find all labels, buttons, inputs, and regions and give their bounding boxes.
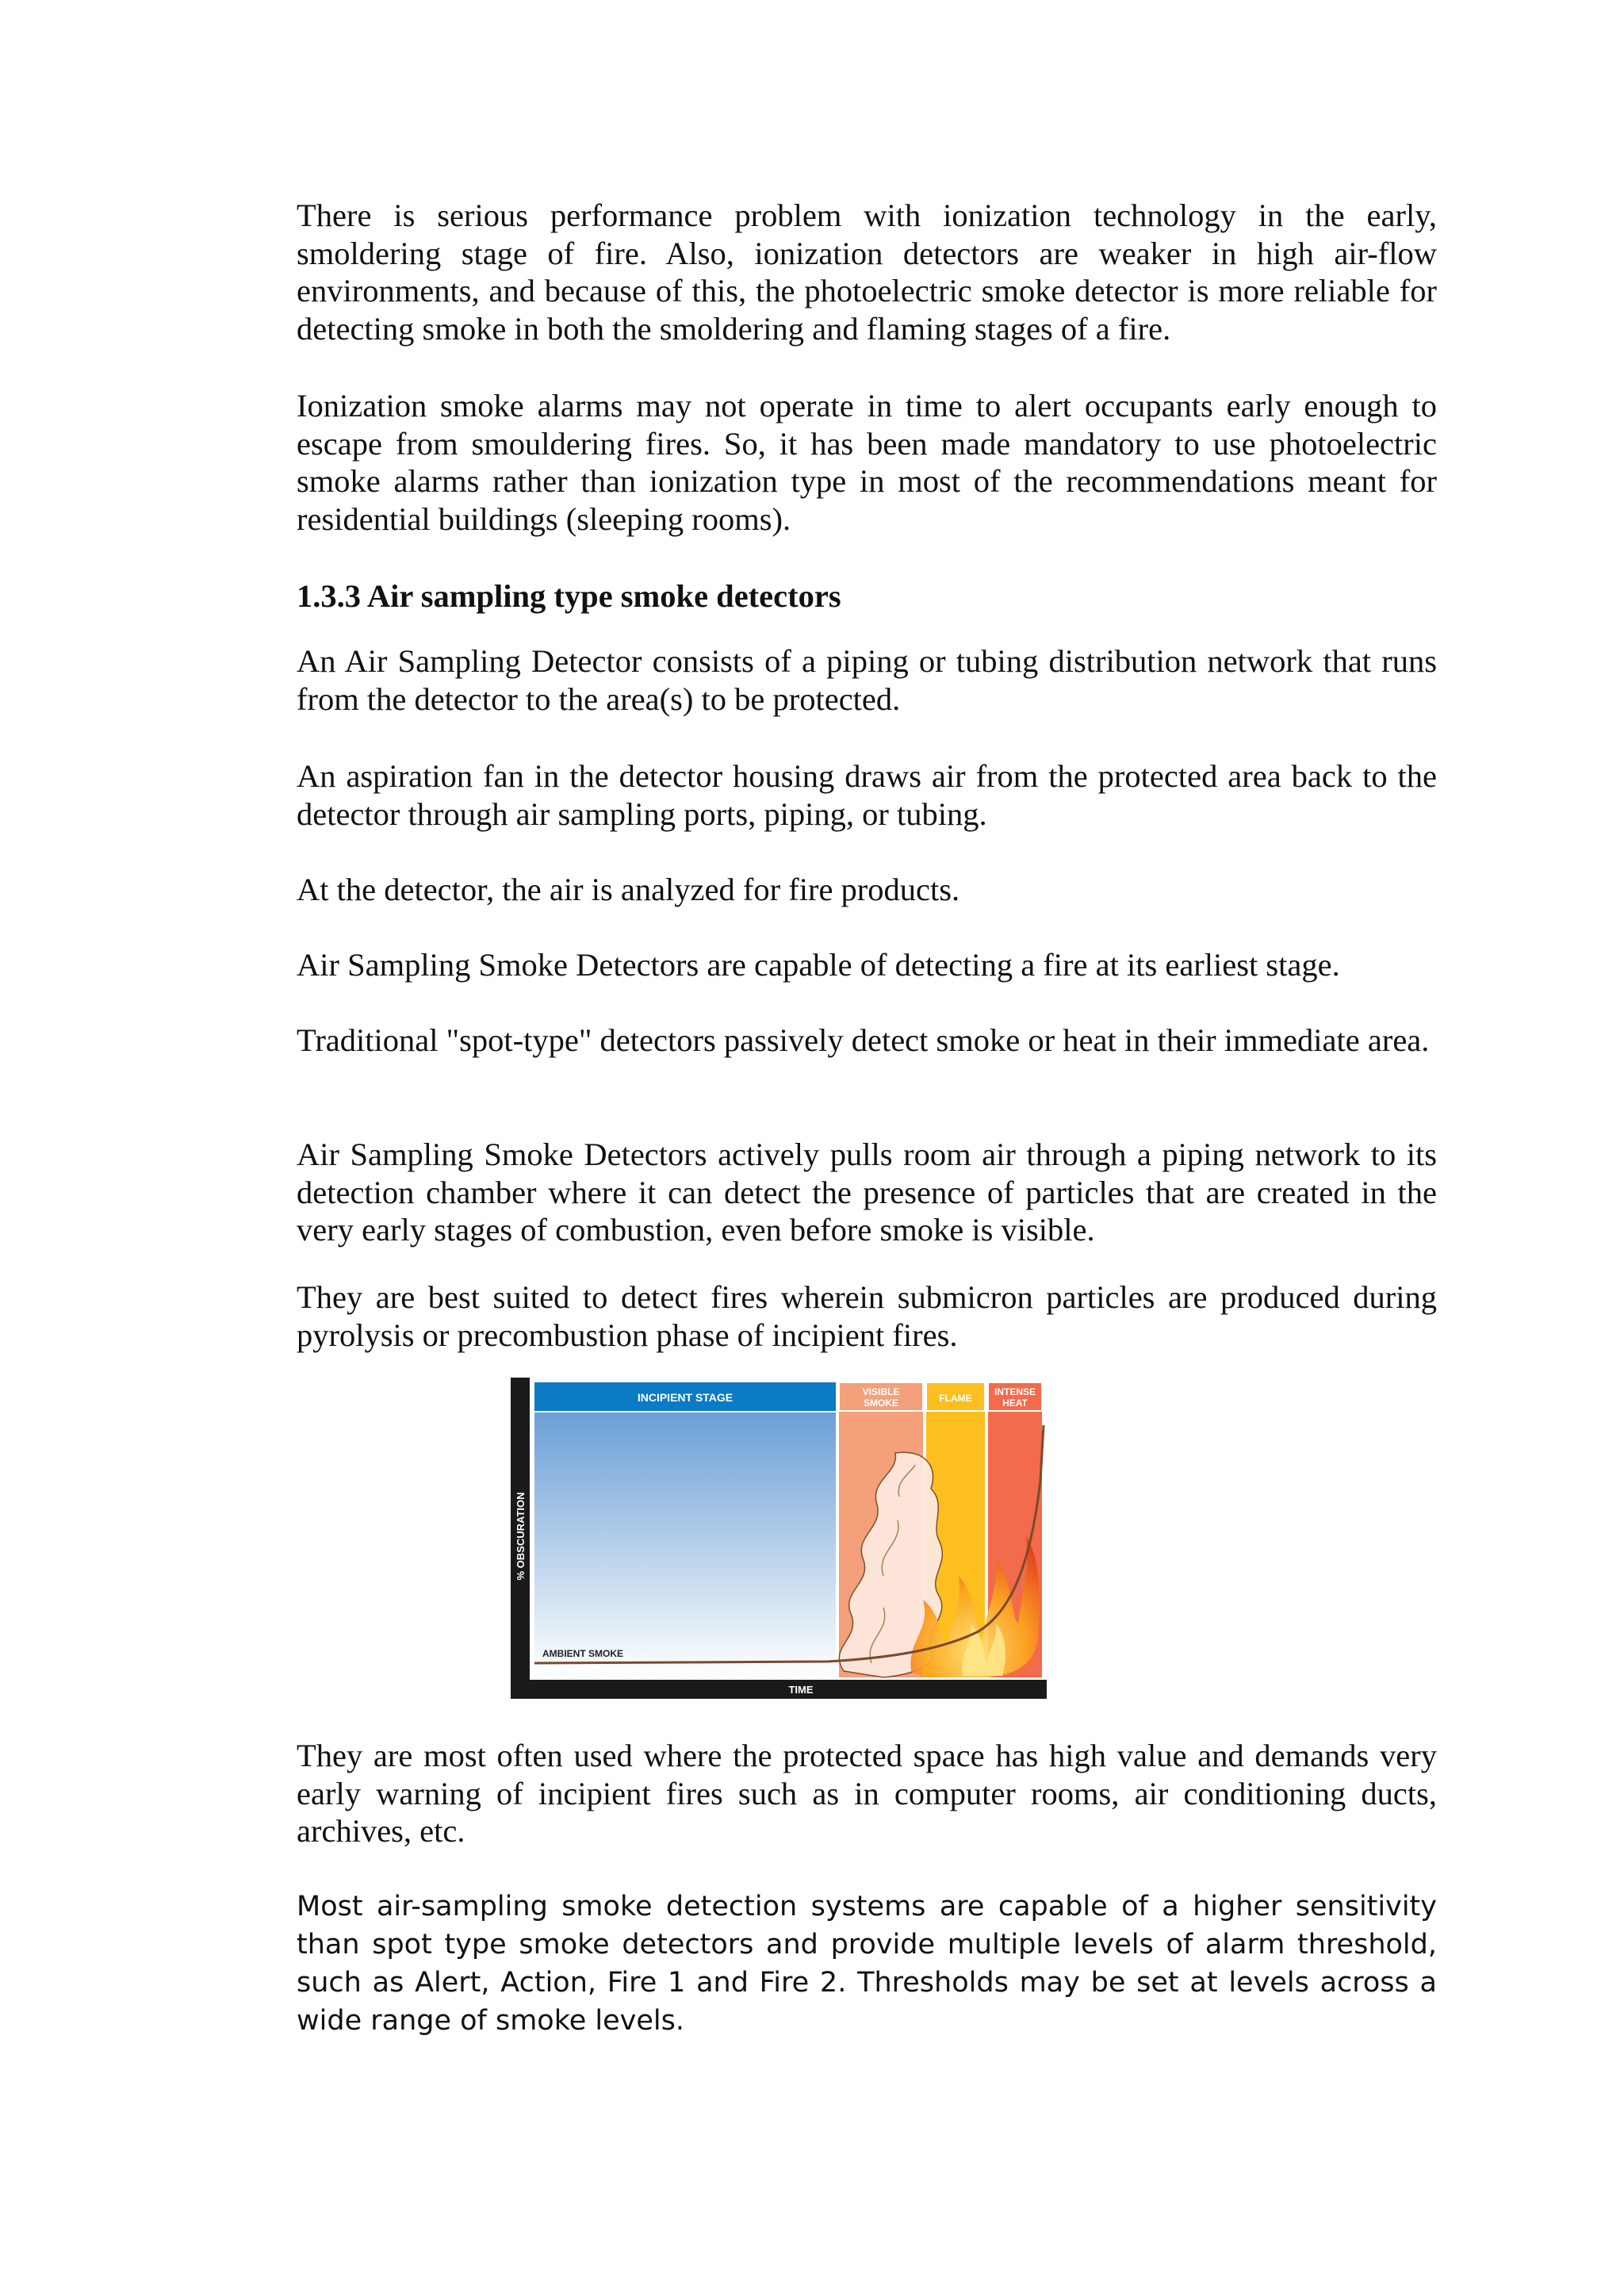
paragraph-actively-pulls: Air Sampling Smoke Detectors actively pulls room air through a piping network to its detection chamber where it can detect the presence of particles that are created in the very early stages of combustion, even before smoke is visible.	[297, 1137, 1437, 1248]
section-heading: 1.3.3 Air sampling type smoke detectors	[297, 578, 841, 614]
visible-smoke-label-line1: VISIBLE	[862, 1386, 900, 1397]
fire-stages-graphic	[511, 1378, 1047, 1699]
paragraph-aspiration-fan: An aspiration fan in the detector housing draws air from the protected area back to the detector through air sampling ports, piping, or tubing.	[297, 758, 1437, 832]
visible-smoke-label-line2: SMOKE	[863, 1397, 899, 1409]
paragraph-spot-type: Traditional "spot-type" detectors passively detect smoke or heat in their immediate area.	[297, 1022, 1430, 1058]
incipient-stage-label: INCIPIENT STAGE	[637, 1391, 733, 1404]
intense-heat-label-line1: INTENSE	[994, 1386, 1036, 1397]
paragraph-earliest-stage: Air Sampling Smoke Detectors are capable of detecting a fire at its earliest stage.	[297, 947, 1340, 983]
x-axis-label: TIME	[788, 1684, 814, 1696]
paragraph-air-analyzed: At the detector, the air is analyzed for fire products.	[297, 872, 960, 907]
paragraph-air-sampling-definition: An Air Sampling Detector consists of a piping or tubing distribution network that runs from the detector to the area(s) to be protected.	[297, 643, 1437, 717]
paragraph-higher-sensitivity: Most air-sampling smoke detection systems are capable of a higher sensitivity than spot type smoke detectors and provide multiple levels of alarm threshold, such as Alert, Action, Fire 1 and Fire 2. Thresholds may be set at levels across a wide range of smoke levels.	[297, 1891, 1437, 2037]
intense-heat-label-line2: HEAT	[1002, 1397, 1028, 1409]
y-axis-label: % OBSCURATION	[515, 1492, 527, 1581]
ambient-smoke-label: AMBIENT SMOKE	[542, 1648, 623, 1659]
paragraph-ionization-mandatory: Ionization smoke alarms may not operate in time to alert occupants early enough to escape from smouldering fires. So, it has been made mandatory to use photoelectric smoke alarms rather than ionization type in most of the recommendations meant for residential buildings (sleeping rooms).	[297, 388, 1437, 537]
x-axis-bar	[511, 1680, 1047, 1699]
paragraph-most-often-used: They are most often used where the protected space has high value and demands very early warning of incipient fires such as in computer rooms, air conditioning ducts, archives, etc.	[297, 1738, 1437, 1849]
incipient-stage-area	[534, 1412, 836, 1677]
flame-label: FLAME	[939, 1393, 972, 1404]
paragraph-best-suited: They are best suited to detect fires wherein submicron particles are produced during pyrolysis or precombustion phase of incipient fires.	[297, 1279, 1437, 1353]
paragraph-ionization-performance: There is serious performance problem with ionization technology in the early, smoldering stage of fire. Also, ionization detectors are weaker in high air-flow environments, and because of this, the photoelectric smoke detector is more reliable for detecting smoke in both the smoldering and flaming stages of a fire.	[297, 197, 1437, 347]
fire-stages-figure	[511, 1378, 1047, 1699]
